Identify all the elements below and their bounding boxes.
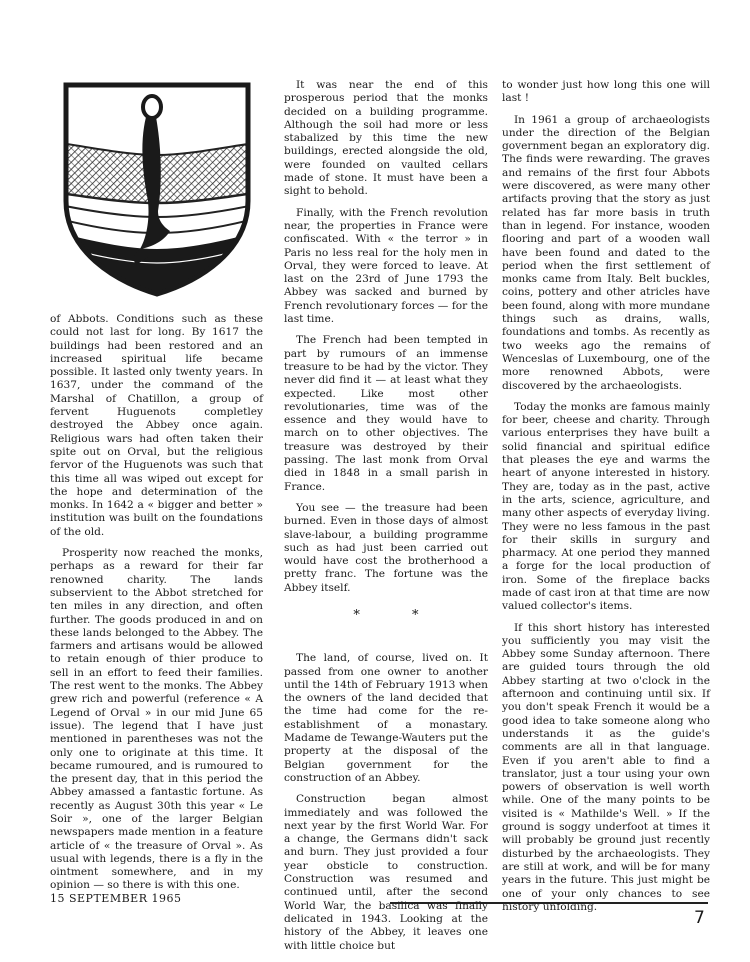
paragraph: of Abbots. Conditions such as these could not last for long. By 1617 the buildings had been restored and an increased spiritual life became possible. It lasted only twenty years. In 1637, under the command of the Marshal of Chatillon, a group of fervent Huguenots completley destroyed the Abbey once again. Religious wars had often taken their spite out on Orval, but the religious fervor of the Huguenots was such that this time all was wiped out except for the hope and determination of the monks. In 1642 a « bigger and better » institution was built on the foundations of the old.: [50, 313, 263, 538]
paragraph: Finally, with the French revolution near, the properties in France were confiscated. With « the terror » in Paris no less real for the holy men in Orval, they were forced to leave. At last on the 23rd of June 1793 the Abbey was sacked and burned by French revolutionary forces — for the last time.: [284, 206, 488, 326]
paragraph: Prosperity now reached the monks, perhaps as a reward for their far renowned charity. The lands subservient to the Abbot stretched for ten miles in any direction, and often further. The goods produced in and on these lands belonged to the Abbey. The farmers and artisans would be allowed to retain enough of thier produce to sell in an effort to feed their families. The rest went to the monks. The Abbey grew rich and powerful (reference « A Legend of Orval » in our mid June 65 issue). The legend that I have just mentioned in parentheses was not the only one to originate at this time. It became rumoured, and is rumoured to the present day, that in this period the Abbey amassed a fantastic fortune. As recently as August 30th this year « Le Soir », one of the larger Belgian newspapers made mention in a feature article of « the treasure of Orval ». As usual with legends, there is a fly in the ointment somewhere, and in my opinion — so there is with this one.: [50, 547, 263, 892]
paragraph: It was near the end of this prosperous period that the monks decided on a building programme. Although the soil had more or less stabalized by this time the new buildings, erected alongside the old, were founded on vaulted cellars made of stone. It must have been a sight to behold.: [284, 79, 488, 198]
article-column-2: [284, 79, 488, 961]
paragraph: The land, of course, lived on. It passed from one owner to another until the 14th of February 1913 when the owners of the land decided that the time had come for the re-establishment of a monastary. Madame de Tewange-Wauters put the property at the disposal of the Belgian government for the construction of an Abbey.: [284, 652, 488, 784]
section-divider-stars: * *: [353, 607, 443, 623]
paragraph: If this short history has interested you sufficiently you may visit the Abbey some Sunday afternoon. There are guided tours through the old Abbey starting at two o'clock in the afternoon and continuing until six. If you don't speak French it would be a good idea to take someone along who understands it as the guide's comments are all in that language. Even if you aren't able to find a translator, just a tour using your own powers of observation is well worth while. One of the many points to be visited is « Mathilde's Well. » If the ground is soggy underfoot at times it will probably be ground just recently disturbed by the archaeologists. They are still at work, and will be for many years in the future. This just might be one of your only chances to see history unfolding.: [502, 621, 710, 913]
paragraph: Today the monks are famous mainly for beer, cheese and charity. Through various enterprises they have built a solid financial and spiritual edifice that pleases the eye and warms the heart of anyone interested in history. They are, today as in the past, active in the arts, science, agriculture, and many other aspects of everyday living. They were no less famous in the past for their skills in surgury and pharmacy. At one period they manned a forge for the local production of iron. Some of the fireplace backs made of cast iron at that time are now valued collector's items.: [502, 400, 710, 613]
paragraph: Construction began almost immediately and was followed the next year by the first World War. For a change, the Germans didn't sack and burn. They just provided a four year obsticle to construction. Construction was resumed and continued until, after the second World War, the basilica was finally delicated in 1943. Looking at the history of the Abbey, it leaves one with little choice but: [284, 793, 488, 952]
footer-rule: [390, 902, 708, 904]
orval-crest-icon: [60, 81, 254, 297]
article-column-1: [50, 313, 263, 901]
page-number: 7: [694, 908, 705, 928]
paragraph: In 1961 a group of archaeologists under the direction of the Belgian government began an exploratory dig. The finds were rewarding. The graves and remains of the first four Abbots were discovered, as were many other artifacts proving that the story as just related has far more basis in truth than in legend. For instance, wooden flooring and part of a wooden wall have been found and dated to the period when the first settlement of monks came from Italy. Belt buckles, coins, pottery and other atricles have been found, along with more mundane things such as drains, walls, foundations and tombs. As recently as two weeks ago the remains of Wenceslas of Luxembourg, one of the more renowned Abbots, were discovered by the archaeologists.: [502, 113, 710, 392]
article-column-3: [502, 79, 710, 922]
paragraph: The French had been tempted in part by rumours of an immense treasure to be had by the victor. They never did find it — at least what they expected. Like most other revolutionaries, time was of the essence and they would have to march on to other objectives. The treasure was destroyed by their passing. The last monk from Orval died in 1848 in a small parish in France.: [284, 334, 488, 493]
issue-date: 15 SEPTEMBER 1965: [50, 892, 182, 905]
paragraph: to wonder just how long this one will last !: [502, 79, 710, 105]
paragraph: You see — the treasure had been burned. Even in those days of almost slave-labour, a building programme such as had just been carried out would have cost the brotherhood a pretty franc. The fortune was the Abbey itself.: [284, 501, 488, 594]
